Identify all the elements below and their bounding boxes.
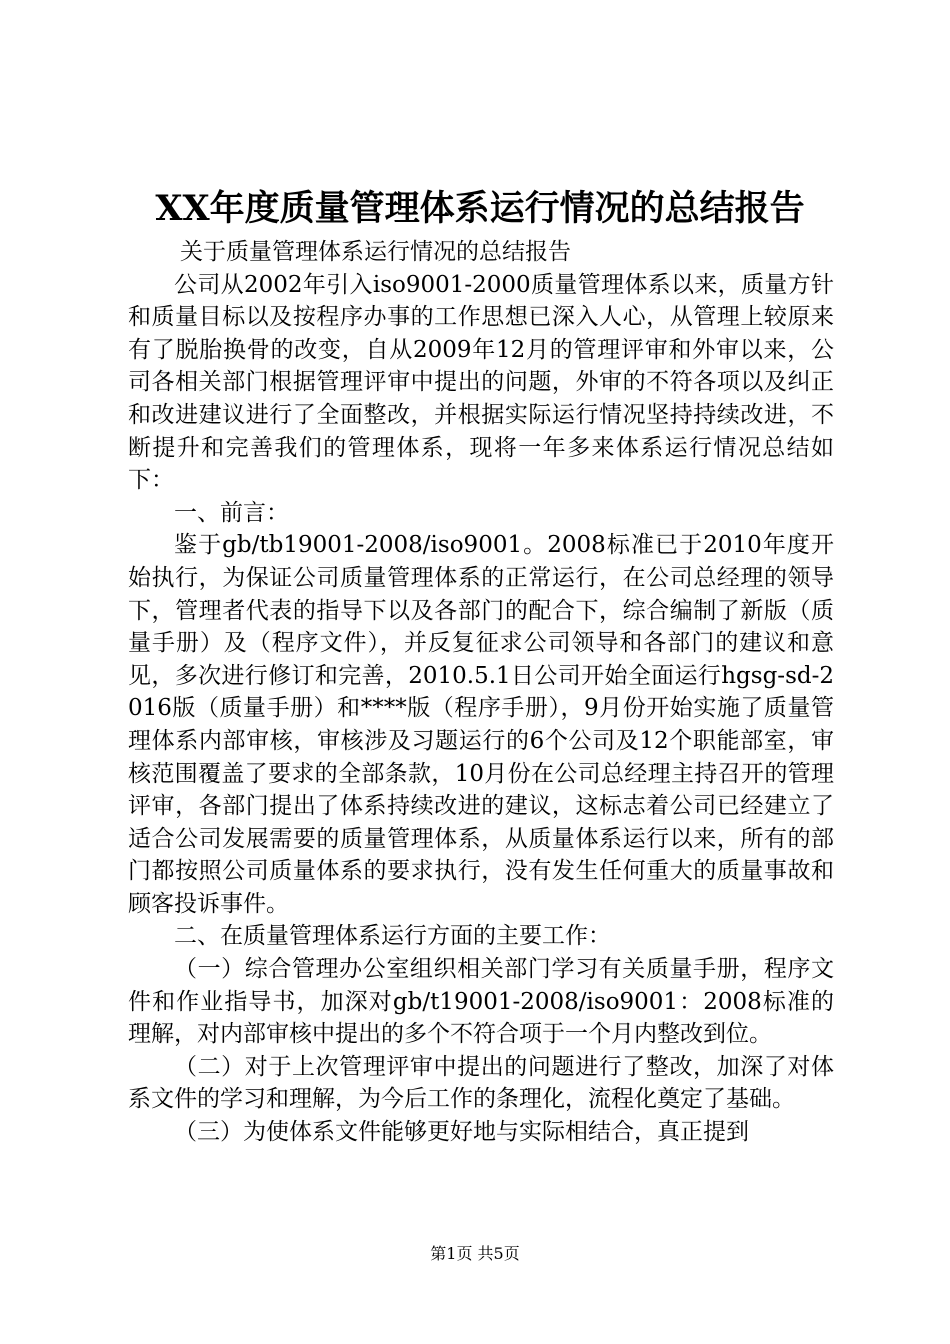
paragraph-preface: 鉴于gb/tb19001-2008/iso9001。2008标准已于2010年度开始执行，为保证公司质量管理体系的正常运行，在公司总经理的领导下，管理者代表的指导下以及各部门的配合下，综合编制了新版（质量手册）及（程序文件），并反复征求公司领导和各部门的建议和意见，多次进行修订和完善，2010.5.1日公司开始全面运行hgsg-sd-2016版（质量手册）和****版（程序手册），9月份开始实施了质量管理体系内部审核，审核涉及习题运行的6个公司及12个职能部室，审核范围覆盖了要求的全部条款，10月份在公司总经理主持召开的管理评审，各部门提出了体系持续改进的建议，这标志着公司已经建立了适合公司发展需要的质量管理体系，从质量体系运行以来，所有的部门都按照公司质量体系的要求执行，没有发生任何重大的质量事故和顾客投诉事件。: [128, 532, 834, 917]
section-heading-preface: 一、前言：: [174, 499, 289, 526]
paragraph-item-2: （二）对于上次管理评审中提出的问题进行了整改，加深了对体系文件的学习和理解，为今后工作的条理化，流程化奠定了基础。: [128, 1053, 834, 1113]
page-footer: 第1页 共5页: [430, 1244, 520, 1263]
paragraph-intro: 公司从2002年引入iso9001-2000质量管理体系以来，质量方针和质量目标以及按程序办事的工作思想已深入人心，从管理上较原来有了脱胎换骨的改变，自从2009年12月的管理评审和外审以来，公司各相关部门根据管理评审中提出的问题，外审的不符各项以及纠正和改进建议进行了全面整改，并根据实际运行情况坚持持续改进，不断提升和完善我们的管理体系，现将一年多来体系运行情况总结如下：: [128, 271, 834, 494]
paragraph-item-1: （一）综合管理办公室组织相关部门学习有关质量手册，程序文件和作业指导书，加深对gb/t19001-2008/iso9001：2008标准的理解，对内部审核中提出的多个不符合项于一个月内整改到位。: [128, 956, 834, 1048]
paragraph-item-3: （三）为使体系文件能够更好地与实际相结合，真正提到: [174, 1119, 749, 1146]
section-heading-main-work: 二、在质量管理体系运行方面的主要工作：: [174, 923, 611, 950]
document-title: XX年度质量管理体系运行情况的总结报告: [155, 188, 805, 229]
document-subtitle: 关于质量管理体系运行情况的总结报告: [180, 239, 571, 265]
document-body: [128, 236, 834, 1149]
